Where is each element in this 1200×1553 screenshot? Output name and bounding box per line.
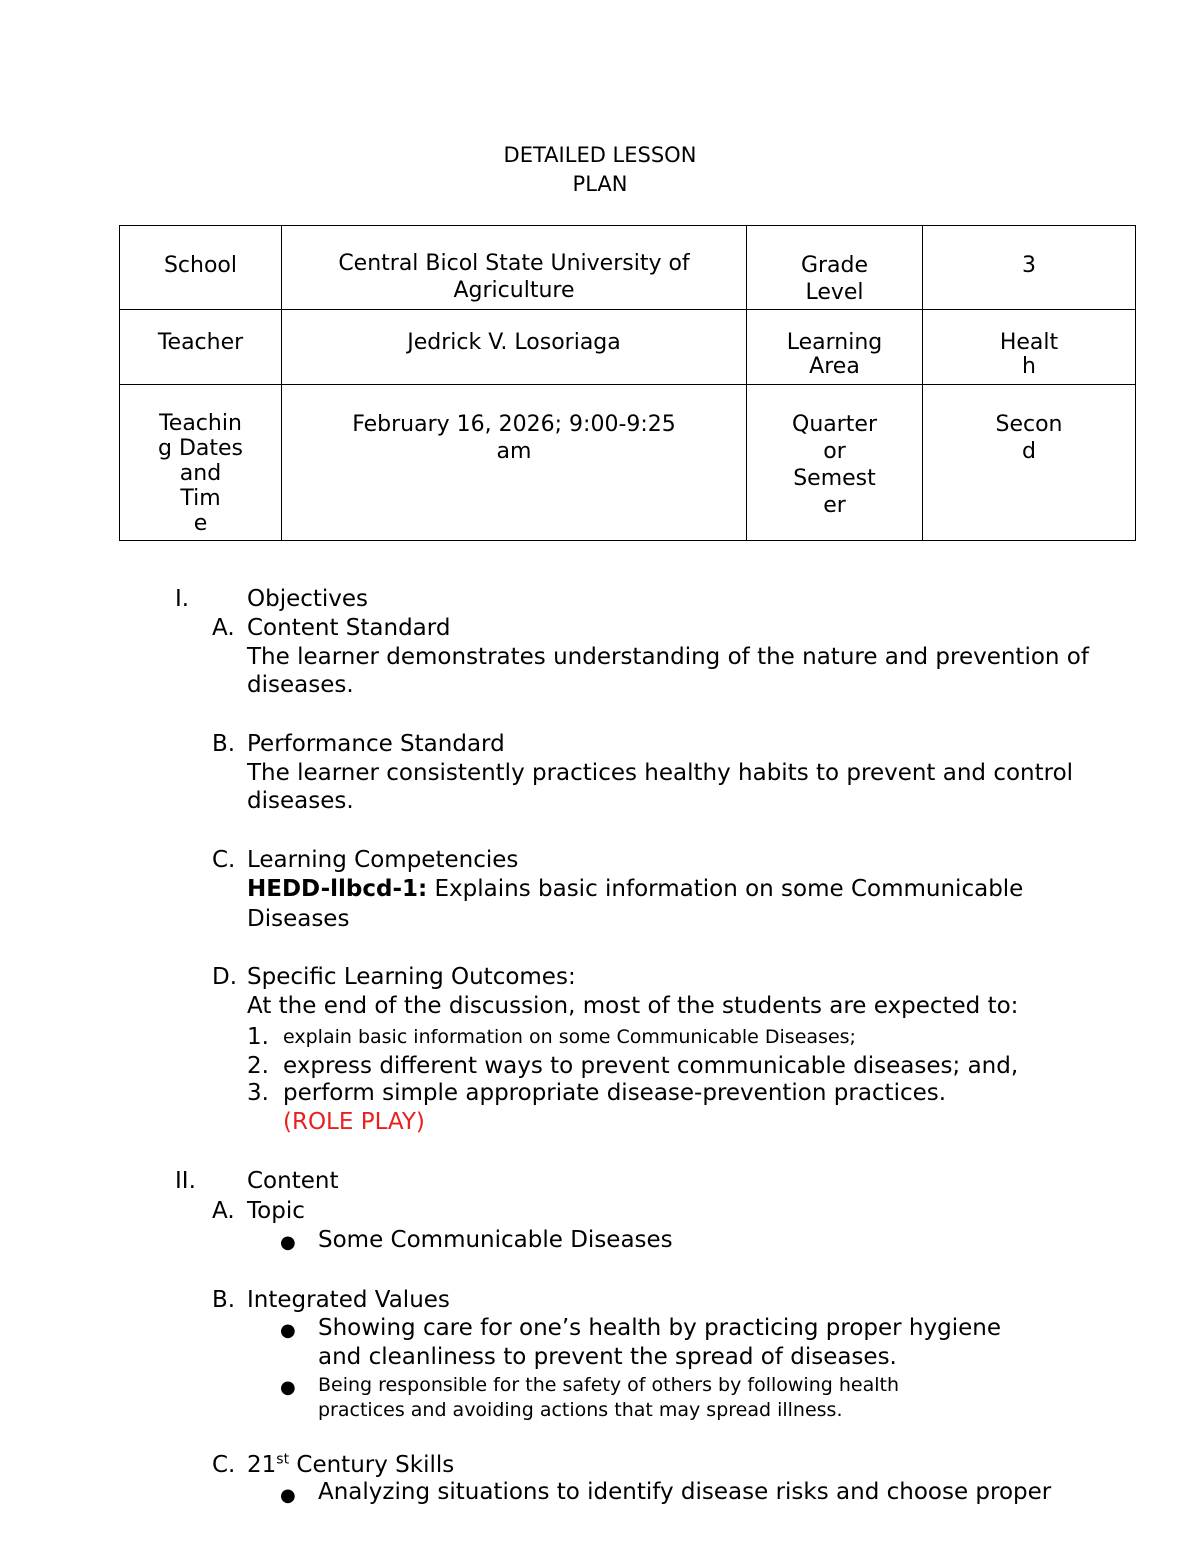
outcome-2-text: express different ways to prevent communicable diseases; and,	[283, 1053, 1019, 1079]
outcome-1-number: 1.	[247, 1024, 269, 1050]
skill-1-text: Analyzing situations to identify disease risks and choose proper	[318, 1479, 1052, 1505]
teacher-label-cell: Teacher	[120, 310, 282, 385]
performance-standard-line-2: diseases.	[247, 788, 354, 814]
content-standard-line-1: The learner demonstrates understanding of the nature and prevention of	[247, 644, 1089, 670]
bullet-icon: ●	[280, 1485, 296, 1506]
value-2-line-2: practices and avoiding actions that may spread illness.	[318, 1399, 843, 1421]
dates-label-cell: Teachin g Dates and Tim e	[120, 385, 282, 541]
quarter-label-cell: Quarter or Semest er	[747, 385, 923, 541]
dates-value-cell: February 16, 2026; 9:00-9:25 am	[282, 385, 747, 541]
grade-value-cell: 3	[923, 226, 1136, 310]
values-heading: Integrated Values	[247, 1287, 450, 1313]
quarter-value-cell: Secon d	[923, 385, 1136, 541]
area-label-cell: Learning Area	[747, 310, 923, 385]
bullet-icon: ●	[280, 1377, 296, 1398]
subsection-c-letter: C.	[212, 847, 236, 873]
competency-code: HEDD-llbcd-1:	[247, 876, 428, 902]
section-1-numeral: I.	[175, 586, 190, 612]
area-value-cell: Healt h	[923, 310, 1136, 385]
grade-label-cell: Grade Level	[747, 226, 923, 310]
learning-outcomes-heading: Specific Learning Outcomes:	[247, 964, 576, 990]
section-1-heading: Objectives	[247, 586, 369, 612]
learning-competencies-heading: Learning Competencies	[247, 847, 519, 873]
learning-competencies-line-1: HEDD-llbcd-1: Explains basic information on some Communicable	[247, 876, 1024, 902]
subsection-b-letter: B.	[212, 731, 236, 757]
performance-standard-heading: Performance Standard	[247, 731, 505, 757]
table-row	[120, 385, 1136, 541]
title-line-1: DETAILED LESSON	[503, 143, 697, 167]
role-play-note: (ROLE PLAY)	[283, 1109, 425, 1135]
value-2-line-1: Being responsible for the safety of others by following health	[318, 1374, 899, 1396]
content-standard-heading: Content Standard	[247, 615, 451, 641]
bullet-icon: ●	[280, 1320, 296, 1341]
teacher-value-cell: Jedrick V. Losoriaga	[282, 310, 747, 385]
outcome-1-text: explain basic information on some Communicable Diseases;	[283, 1026, 856, 1048]
lesson-info-table	[119, 225, 1136, 541]
learning-competencies-line-2: Diseases	[247, 906, 350, 932]
outcome-3-number: 3.	[247, 1080, 269, 1106]
bullet-icon: ●	[280, 1232, 296, 1253]
values-letter: B.	[212, 1287, 236, 1313]
table-row	[120, 226, 1136, 310]
skills-heading: 21st Century Skills	[247, 1451, 455, 1478]
section-2-numeral: II.	[175, 1168, 196, 1194]
document-title	[0, 141, 1200, 199]
section-2-heading: Content	[247, 1168, 339, 1194]
outcome-3-text: perform simple appropriate disease-prevention practices.	[283, 1080, 947, 1106]
learning-outcomes-intro: At the end of the discussion, most of the students are expected to:	[247, 993, 1019, 1019]
topic-letter: A.	[212, 1198, 235, 1224]
value-1-line-1: Showing care for one’s health by practicing proper hygiene	[318, 1315, 1001, 1341]
topic-bullet-text: Some Communicable Diseases	[318, 1227, 673, 1253]
skills-letter: C.	[212, 1452, 236, 1478]
title-line-2: PLAN	[572, 172, 628, 196]
topic-heading: Topic	[247, 1198, 305, 1224]
subsection-a-letter: A.	[212, 615, 235, 641]
table-row	[120, 310, 1136, 385]
school-value-cell: Central Bicol State University of Agriculture	[282, 226, 747, 310]
school-label-cell: School	[120, 226, 282, 310]
performance-standard-line-1: The learner consistently practices healthy habits to prevent and control	[247, 760, 1074, 786]
outcome-2-number: 2.	[247, 1053, 269, 1079]
subsection-d-letter: D.	[212, 964, 238, 990]
content-standard-line-2: diseases.	[247, 672, 354, 698]
value-1-line-2: and cleanliness to prevent the spread of diseases.	[318, 1344, 897, 1370]
